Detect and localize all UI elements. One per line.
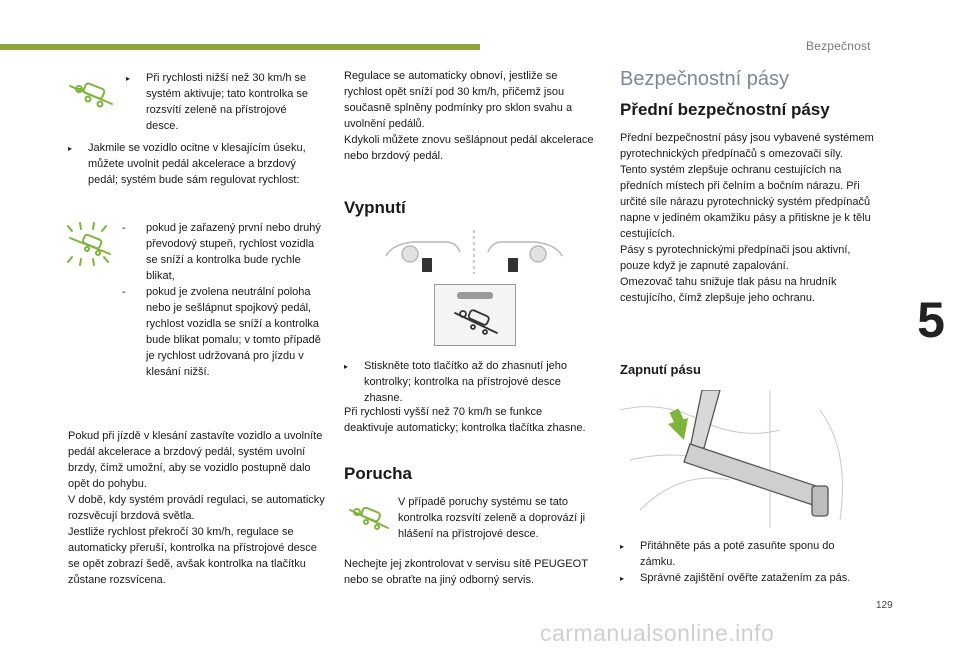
- heading-front-belts: Přední bezpečnostní pásy: [620, 100, 830, 119]
- bullet-press-button: ▸ Stiskněte toto tlačítko až do zhasnutí jeho kontrolky; kontrolka na přístrojové desce zhasne.: [344, 360, 568, 404]
- hill-descent-fault-icon: [346, 504, 392, 532]
- steering-wheels-illustration: [384, 230, 564, 274]
- bullet-check-belt: ▸ Správné zajištění ověřte zatažením za pás.: [620, 570, 870, 587]
- bullet-icon: ▸: [620, 574, 625, 583]
- bullet-icon: ▸: [620, 542, 625, 551]
- bullet-activate: ▸ Při rychlosti nižší než 30 km/h se systém aktivuje; tato kontrolka se rozsvítí zeleně na přístrojové desce.: [126, 72, 309, 132]
- seatbelt-buckle-illustration: [620, 390, 868, 528]
- section-title: Bezpečnost: [806, 39, 871, 53]
- dash-neutral: - pokud je zvolena neutrální poloha nebo je sešlápnut spojkový pedál, rychlost vozidla se sníží a kontrolka bude blikat pomalu; v tomto případě je rychlost udržovaná pro jízdu v klesání nižší.: [122, 286, 321, 378]
- deactivation-text: Při rychlosti vyšší než 70 km/h se funkce deaktivuje automaticky; kontrolka tlačítka zhasne.: [344, 406, 586, 434]
- heading-vypnuti: Vypnutí: [344, 198, 406, 217]
- hill-descent-green-icon: [66, 80, 116, 108]
- chapter-number: 5: [917, 292, 945, 348]
- fault-service-text: Nechejte jej zkontrolovat v servisu sítě PEUGEOT nebo se obraťte na jiný odborný servis.: [344, 558, 588, 586]
- front-belts-text: Přední bezpečnostní pásy jsou vybavené systémem pyrotechnických předpínačů s omezovači síly. Tento systém zlepšuje ochranu cestujících na předních místech při čelním a bočním nárazu. Při určité síle nárazu pyrotechnický systém předpínačů napne v jediném okamžiku pásy a přitiskne je k tělu cestujících. Pásy s pyrotechnickými předpínači jsou aktivní, pouze když je zapnuté zapalování. Omezovač tahu snižuje tlak pásu na hrudník cestujícího, čímž zlepšuje jeho ochranu.: [620, 132, 874, 304]
- bullet-icon: ▸: [68, 144, 73, 153]
- left-paragraph: Pokud při jízdě v klesání zastavíte vozidlo a uvolníte pedál akcelerace a brzdový pedál, systém uvolní brzdy, čímž umožní, aby se vozidlo postupně dalo opět do pohybu. V době, kdy systém provádí regulaci, se automaticky rozsvěcují brzdová světla. Jestliže rychlost překročí 30 km/h, regulace se automaticky přeruší, kontrolka na přístrojové desce se opět zobrazí šedě, avšak kontrolka na tlačítku zůstane rozsvícena.: [68, 430, 325, 586]
- heading-porucha: Porucha: [344, 464, 413, 483]
- watermark: carmanualsonline.info: [540, 620, 775, 646]
- bullet-icon: ▸: [126, 74, 131, 83]
- page-number: 129: [876, 600, 893, 611]
- fault-text: V případě poruchy systému se tato kontrolka rozsvítí zeleně a doprovází ji hlášení na přístrojové desce.: [398, 496, 586, 540]
- heading-seatbelts: Bezpečnostní pásy: [620, 68, 789, 90]
- top-accent-bar: [0, 44, 480, 50]
- bullet-icon: ▸: [344, 362, 349, 371]
- dash-gear: - pokud je zařazený první nebo druhý převodový stupeň, rychlost vozidla se sníží a kontrolka bude rychle blikat,: [122, 222, 321, 282]
- bullet-downhill: ▸ Jakmile se vozidlo ocitne v klesajícím úseku, můžete uvolnit pedál akcelerace a brzdový pedál; systém bude sám regulovat rychlost:: [68, 142, 306, 186]
- heading-fasten-belt: Zapnutí pásu: [620, 362, 701, 377]
- bullet-pull-belt: ▸ Přitáhněte pás a poté zasuňte sponu do zámku.: [620, 540, 835, 568]
- hill-descent-blinking-icon: [64, 222, 116, 266]
- middle-intro: Regulace se automaticky obnoví, jestliže se rychlost opět sníží pod 30 km/h, přičemž jsou současně splněny podmínky pro sklon svahu a uvolnění pedálů. Kdykoli můžete znovu sešlápnout pedál akcelerace nebo brzdový pedál.: [344, 70, 594, 162]
- hdc-button-illustration: [434, 284, 516, 346]
